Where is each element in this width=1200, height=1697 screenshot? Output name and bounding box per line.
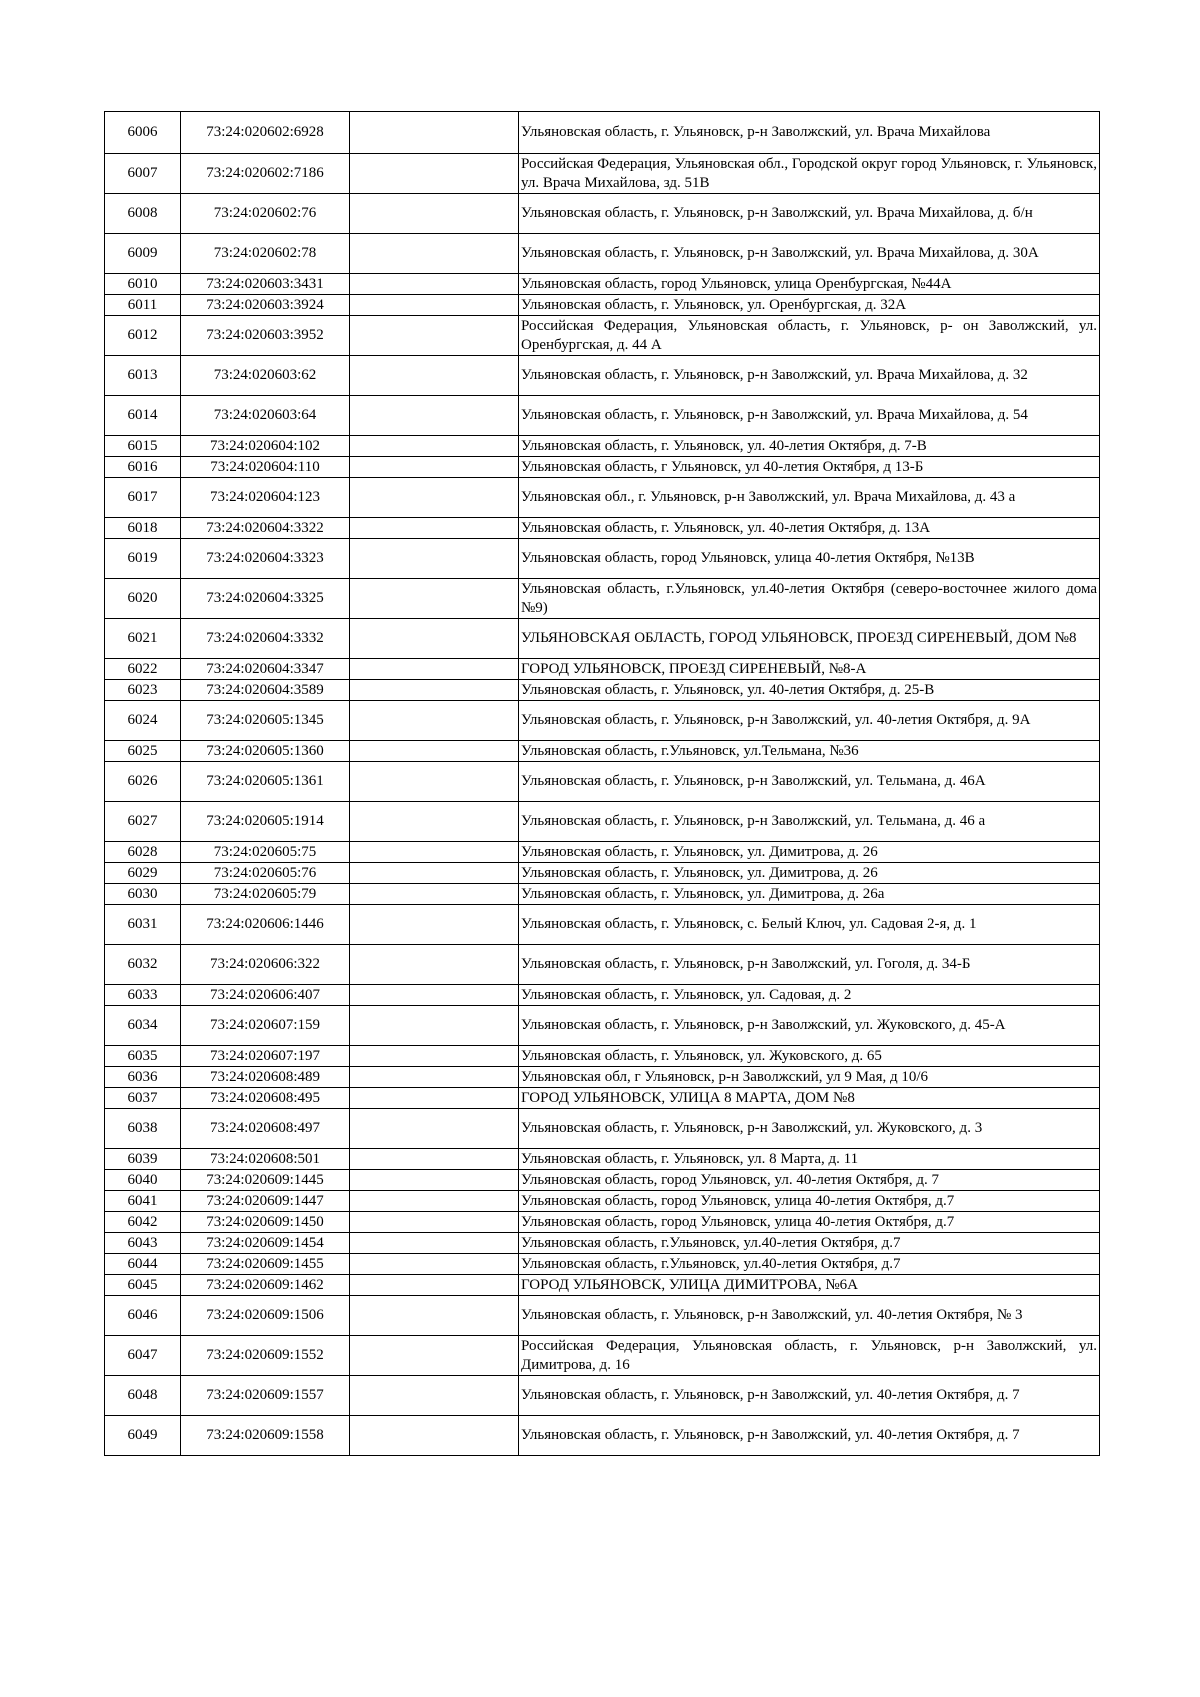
table-row — [105, 842, 1100, 863]
address-cell: Российская Федерация, Ульяновская область, г. Ульяновск, р-н Заволжский, ул. Димитрова, д. 16 — [519, 1336, 1100, 1376]
cadastral-number-cell: 73:24:020609:1450 — [181, 1212, 350, 1233]
row-number-cell: 6008 — [105, 194, 181, 234]
row-number-cell: 6046 — [105, 1296, 181, 1336]
table-row — [105, 680, 1100, 701]
empty-cell — [350, 1067, 519, 1088]
address-cell: Ульяновская область, город Ульяновск, улица 40-летия Октября, №13В — [519, 539, 1100, 579]
table-row — [105, 985, 1100, 1006]
address-cell: Ульяновская область, г.Ульяновск, ул.40-летия Октября (северо-восточнее жилого дома №9) — [519, 579, 1100, 619]
cadastral-number-cell: 73:24:020609:1558 — [181, 1416, 350, 1456]
table-row — [105, 396, 1100, 436]
row-number-cell: 6026 — [105, 762, 181, 802]
address-cell: Ульяновская область, г.Ульяновск, ул.40-летия Октября, д.7 — [519, 1233, 1100, 1254]
row-number-cell: 6024 — [105, 701, 181, 741]
cadastral-number-cell: 73:24:020609:1455 — [181, 1254, 350, 1275]
empty-cell — [350, 1254, 519, 1275]
table-row — [105, 154, 1100, 194]
row-number-cell: 6022 — [105, 659, 181, 680]
empty-cell — [350, 396, 519, 436]
address-cell: Ульяновская область, г. Ульяновск, р-н Заволжский, ул. Врача Михайлова, д. 54 — [519, 396, 1100, 436]
address-cell: Ульяновская область, г. Ульяновск, ул. Димитрова, д. 26 — [519, 863, 1100, 884]
cadastral-number-cell: 73:24:020604:123 — [181, 478, 350, 518]
table-row — [105, 356, 1100, 396]
table-row — [105, 1275, 1100, 1296]
address-cell: Ульяновская область, г. Ульяновск, р-н Заволжский, ул. 40-летия Октября, д. 9А — [519, 701, 1100, 741]
cadastral-number-cell: 73:24:020604:110 — [181, 457, 350, 478]
address-cell: Ульяновская область, г. Ульяновск, р-н Заволжский, ул. Гоголя, д. 34-Б — [519, 945, 1100, 985]
cadastral-number-cell: 73:24:020604:3323 — [181, 539, 350, 579]
row-number-cell: 6017 — [105, 478, 181, 518]
table-row — [105, 1212, 1100, 1233]
table-row — [105, 945, 1100, 985]
row-number-cell: 6012 — [105, 316, 181, 356]
empty-cell — [350, 619, 519, 659]
address-cell: Ульяновская область, г. Ульяновск, ул. Садовая, д. 2 — [519, 985, 1100, 1006]
cadastral-number-cell: 73:24:020609:1557 — [181, 1376, 350, 1416]
address-cell: Ульяновская область, г Ульяновск, ул 40-летия Октября, д 13-Б — [519, 457, 1100, 478]
row-number-cell: 6018 — [105, 518, 181, 539]
empty-cell — [350, 1109, 519, 1149]
empty-cell — [350, 1275, 519, 1296]
cadastral-number-cell: 73:24:020604:102 — [181, 436, 350, 457]
cadastral-number-cell: 73:24:020606:407 — [181, 985, 350, 1006]
empty-cell — [350, 274, 519, 295]
address-cell: Ульяновская область, г.Ульяновск, ул.40-летия Октября, д.7 — [519, 1254, 1100, 1275]
empty-cell — [350, 436, 519, 457]
row-number-cell: 6029 — [105, 863, 181, 884]
row-number-cell: 6042 — [105, 1212, 181, 1233]
cadastral-number-cell: 73:24:020609:1454 — [181, 1233, 350, 1254]
empty-cell — [350, 762, 519, 802]
table-row — [105, 194, 1100, 234]
empty-cell — [350, 680, 519, 701]
cadastral-number-cell: 73:24:020603:3431 — [181, 274, 350, 295]
address-cell: ГОРОД УЛЬЯНОВСК, УЛИЦА ДИМИТРОВА, №6А — [519, 1275, 1100, 1296]
row-number-cell: 6047 — [105, 1336, 181, 1376]
empty-cell — [350, 945, 519, 985]
row-number-cell: 6048 — [105, 1376, 181, 1416]
empty-cell — [350, 154, 519, 194]
empty-cell — [350, 518, 519, 539]
empty-cell — [350, 1233, 519, 1254]
row-number-cell: 6023 — [105, 680, 181, 701]
address-cell: Ульяновская область, город Ульяновск, улица Оренбургская, №44А — [519, 274, 1100, 295]
cadastral-number-cell: 73:24:020602:78 — [181, 234, 350, 274]
cadastral-number-cell: 73:24:020602:76 — [181, 194, 350, 234]
row-number-cell: 6044 — [105, 1254, 181, 1275]
cadastral-number-cell: 73:24:020605:1360 — [181, 741, 350, 762]
empty-cell — [350, 112, 519, 154]
empty-cell — [350, 701, 519, 741]
address-cell: Ульяновская область, г. Ульяновск, ул. Димитрова, д. 26 — [519, 842, 1100, 863]
table-row — [105, 295, 1100, 316]
table-row — [105, 1336, 1100, 1376]
address-cell: Ульяновская область, г. Ульяновск, р-н Заволжский, ул. Врача Михайлова, д. 30А — [519, 234, 1100, 274]
cadastral-number-cell: 73:24:020608:495 — [181, 1088, 350, 1109]
empty-cell — [350, 905, 519, 945]
cadastral-number-cell: 73:24:020605:79 — [181, 884, 350, 905]
cadastral-number-cell: 73:24:020602:7186 — [181, 154, 350, 194]
address-cell: Ульяновская область, город Ульяновск, улица 40-летия Октября, д.7 — [519, 1191, 1100, 1212]
cadastral-number-cell: 73:24:020609:1552 — [181, 1336, 350, 1376]
empty-cell — [350, 985, 519, 1006]
cadastral-number-cell: 73:24:020603:62 — [181, 356, 350, 396]
address-cell: Ульяновская область, г. Ульяновск, ул. Жуковского, д. 65 — [519, 1046, 1100, 1067]
row-number-cell: 6011 — [105, 295, 181, 316]
table-row — [105, 1233, 1100, 1254]
cadastral-number-cell: 73:24:020609:1447 — [181, 1191, 350, 1212]
address-cell: Ульяновская обл, г Ульяновск, р-н Заволжский, ул 9 Мая, д 10/6 — [519, 1067, 1100, 1088]
cadastral-number-cell: 73:24:020605:1345 — [181, 701, 350, 741]
cadastral-number-cell: 73:24:020609:1506 — [181, 1296, 350, 1336]
cadastral-number-cell: 73:24:020604:3332 — [181, 619, 350, 659]
table-row — [105, 1296, 1100, 1336]
address-cell: УЛЬЯНОВСКАЯ ОБЛАСТЬ, ГОРОД УЛЬЯНОВСК, ПРОЕЗД СИРЕНЕВЫЙ, ДОМ №8 — [519, 619, 1100, 659]
table-row — [105, 1088, 1100, 1109]
row-number-cell: 6015 — [105, 436, 181, 457]
address-cell: Ульяновская область, г.Ульяновск, ул.Тельмана, №36 — [519, 741, 1100, 762]
table-row — [105, 701, 1100, 741]
empty-cell — [350, 457, 519, 478]
cadastral-number-cell: 73:24:020607:197 — [181, 1046, 350, 1067]
table-row — [105, 478, 1100, 518]
table-row — [105, 112, 1100, 154]
address-cell: ГОРОД УЛЬЯНОВСК, ПРОЕЗД СИРЕНЕВЫЙ, №8-А — [519, 659, 1100, 680]
cadastral-number-cell: 73:24:020604:3589 — [181, 680, 350, 701]
row-number-cell: 6039 — [105, 1149, 181, 1170]
empty-cell — [350, 234, 519, 274]
address-cell: Ульяновская область, г. Ульяновск, р-н Заволжский, ул. 40-летия Октября, д. 7 — [519, 1376, 1100, 1416]
empty-cell — [350, 1191, 519, 1212]
row-number-cell: 6007 — [105, 154, 181, 194]
table-row — [105, 905, 1100, 945]
row-number-cell: 6009 — [105, 234, 181, 274]
cadastral-number-cell: 73:24:020609:1445 — [181, 1170, 350, 1191]
empty-cell — [350, 1046, 519, 1067]
cadastral-number-cell: 73:24:020604:3325 — [181, 579, 350, 619]
cadastral-number-cell: 73:24:020605:1361 — [181, 762, 350, 802]
row-number-cell: 6010 — [105, 274, 181, 295]
address-cell: Ульяновская область, г. Ульяновск, р-н Заволжский, ул. Врача Михайлова, д. 32 — [519, 356, 1100, 396]
address-cell: Ульяновская область, г. Ульяновск, ул. 8 Марта, д. 11 — [519, 1149, 1100, 1170]
table-row — [105, 741, 1100, 762]
table-row — [105, 436, 1100, 457]
row-number-cell: 6013 — [105, 356, 181, 396]
address-cell: Ульяновская область, г. Ульяновск, ул. 40-летия Октября, д. 7-В — [519, 436, 1100, 457]
table-row — [105, 457, 1100, 478]
address-cell: Ульяновская область, город Ульяновск, ул. 40-летия Октября, д. 7 — [519, 1170, 1100, 1191]
cadastral-number-cell: 73:24:020605:76 — [181, 863, 350, 884]
empty-cell — [350, 194, 519, 234]
table-row — [105, 884, 1100, 905]
address-cell: Российская Федерация, Ульяновская область, г. Ульяновск, р- он Заволжский, ул. Оренбургская, д. 44 А — [519, 316, 1100, 356]
cadastral-number-cell: 73:24:020604:3322 — [181, 518, 350, 539]
cadastral-number-cell: 73:24:020603:64 — [181, 396, 350, 436]
row-number-cell: 6020 — [105, 579, 181, 619]
empty-cell — [350, 884, 519, 905]
address-cell: Ульяновская область, г. Ульяновск, р-н Заволжский, ул. Тельмана, д. 46 а — [519, 802, 1100, 842]
row-number-cell: 6049 — [105, 1416, 181, 1456]
empty-cell — [350, 356, 519, 396]
empty-cell — [350, 863, 519, 884]
address-cell: Ульяновская область, г. Ульяновск, р-н Заволжский, ул. Тельмана, д. 46А — [519, 762, 1100, 802]
row-number-cell: 6040 — [105, 1170, 181, 1191]
table-row — [105, 619, 1100, 659]
table-row — [105, 518, 1100, 539]
table-row — [105, 659, 1100, 680]
row-number-cell: 6014 — [105, 396, 181, 436]
empty-cell — [350, 1416, 519, 1456]
table-row — [105, 1006, 1100, 1046]
table-row — [105, 1254, 1100, 1275]
empty-cell — [350, 316, 519, 356]
table-row — [105, 274, 1100, 295]
address-cell: Ульяновская область, г. Ульяновск, ул. Димитрова, д. 26а — [519, 884, 1100, 905]
empty-cell — [350, 1296, 519, 1336]
row-number-cell: 6030 — [105, 884, 181, 905]
table-row — [105, 579, 1100, 619]
row-number-cell: 6016 — [105, 457, 181, 478]
empty-cell — [350, 842, 519, 863]
address-cell: Ульяновская область, г. Ульяновск, р-н Заволжский, ул. Жуковского, д. 45-А — [519, 1006, 1100, 1046]
empty-cell — [350, 295, 519, 316]
table-row — [105, 802, 1100, 842]
cadastral-number-cell: 73:24:020607:159 — [181, 1006, 350, 1046]
row-number-cell: 6033 — [105, 985, 181, 1006]
cadastral-number-cell: 73:24:020608:489 — [181, 1067, 350, 1088]
empty-cell — [350, 579, 519, 619]
row-number-cell: 6032 — [105, 945, 181, 985]
table-row — [105, 863, 1100, 884]
registry-table-body — [105, 112, 1100, 1456]
row-number-cell: 6027 — [105, 802, 181, 842]
cadastral-number-cell: 73:24:020603:3952 — [181, 316, 350, 356]
table-row — [105, 762, 1100, 802]
row-number-cell: 6034 — [105, 1006, 181, 1046]
table-row — [105, 1149, 1100, 1170]
empty-cell — [350, 1149, 519, 1170]
address-cell: Ульяновская область, г. Ульяновск, р-н Заволжский, ул. Врача Михайлова — [519, 112, 1100, 154]
table-row — [105, 1191, 1100, 1212]
row-number-cell: 6021 — [105, 619, 181, 659]
registry-table — [104, 111, 1100, 1456]
cadastral-number-cell: 73:24:020608:501 — [181, 1149, 350, 1170]
empty-cell — [350, 1088, 519, 1109]
cadastral-number-cell: 73:24:020603:3924 — [181, 295, 350, 316]
empty-cell — [350, 802, 519, 842]
row-number-cell: 6045 — [105, 1275, 181, 1296]
empty-cell — [350, 478, 519, 518]
cadastral-number-cell: 73:24:020605:75 — [181, 842, 350, 863]
row-number-cell: 6031 — [105, 905, 181, 945]
table-row — [105, 1046, 1100, 1067]
row-number-cell: 6043 — [105, 1233, 181, 1254]
table-row — [105, 316, 1100, 356]
cadastral-number-cell: 73:24:020602:6928 — [181, 112, 350, 154]
address-cell: Ульяновская обл., г. Ульяновск, р-н Заволжский, ул. Врача Михайлова, д. 43 а — [519, 478, 1100, 518]
address-cell: Ульяновская область, город Ульяновск, улица 40-летия Октября, д.7 — [519, 1212, 1100, 1233]
address-cell: ГОРОД УЛЬЯНОВСК, УЛИЦА 8 МАРТА, ДОМ №8 — [519, 1088, 1100, 1109]
cadastral-number-cell: 73:24:020606:1446 — [181, 905, 350, 945]
row-number-cell: 6035 — [105, 1046, 181, 1067]
empty-cell — [350, 1212, 519, 1233]
cadastral-number-cell: 73:24:020606:322 — [181, 945, 350, 985]
table-row — [105, 1109, 1100, 1149]
row-number-cell: 6006 — [105, 112, 181, 154]
address-cell: Ульяновская область, г. Ульяновск, р-н Заволжский, ул. 40-летия Октября, д. 7 — [519, 1416, 1100, 1456]
row-number-cell: 6028 — [105, 842, 181, 863]
empty-cell — [350, 1170, 519, 1191]
address-cell: Ульяновская область, г. Ульяновск, р-н Заволжский, ул. Жуковского, д. 3 — [519, 1109, 1100, 1149]
address-cell: Ульяновская область, г. Ульяновск, ул. 40-летия Октября, д. 13А — [519, 518, 1100, 539]
empty-cell — [350, 539, 519, 579]
cadastral-number-cell: 73:24:020609:1462 — [181, 1275, 350, 1296]
address-cell: Ульяновская область, г. Ульяновск, ул. 40-летия Октября, д. 25-В — [519, 680, 1100, 701]
address-cell: Российская Федерация, Ульяновская обл., Городской округ город Ульяновск, г. Ульяновск, ул. Врача Михайлова, зд. 51В — [519, 154, 1100, 194]
cadastral-number-cell: 73:24:020608:497 — [181, 1109, 350, 1149]
table-row — [105, 539, 1100, 579]
empty-cell — [350, 741, 519, 762]
table-row — [105, 1067, 1100, 1088]
table-row — [105, 234, 1100, 274]
empty-cell — [350, 659, 519, 680]
table-row — [105, 1376, 1100, 1416]
address-cell: Ульяновская область, г. Ульяновск, р-н Заволжский, ул. 40-летия Октября, № 3 — [519, 1296, 1100, 1336]
row-number-cell: 6019 — [105, 539, 181, 579]
address-cell: Ульяновская область, г. Ульяновск, с. Белый Ключ, ул. Садовая 2-я, д. 1 — [519, 905, 1100, 945]
row-number-cell: 6025 — [105, 741, 181, 762]
table-row — [105, 1170, 1100, 1191]
cadastral-number-cell: 73:24:020605:1914 — [181, 802, 350, 842]
table-row — [105, 1416, 1100, 1456]
empty-cell — [350, 1336, 519, 1376]
cadastral-number-cell: 73:24:020604:3347 — [181, 659, 350, 680]
empty-cell — [350, 1006, 519, 1046]
row-number-cell: 6037 — [105, 1088, 181, 1109]
row-number-cell: 6038 — [105, 1109, 181, 1149]
empty-cell — [350, 1376, 519, 1416]
address-cell: Ульяновская область, г. Ульяновск, р-н Заволжский, ул. Врача Михайлова, д. б/н — [519, 194, 1100, 234]
row-number-cell: 6036 — [105, 1067, 181, 1088]
address-cell: Ульяновская область, г. Ульяновск, ул. Оренбургская, д. 32А — [519, 295, 1100, 316]
row-number-cell: 6041 — [105, 1191, 181, 1212]
